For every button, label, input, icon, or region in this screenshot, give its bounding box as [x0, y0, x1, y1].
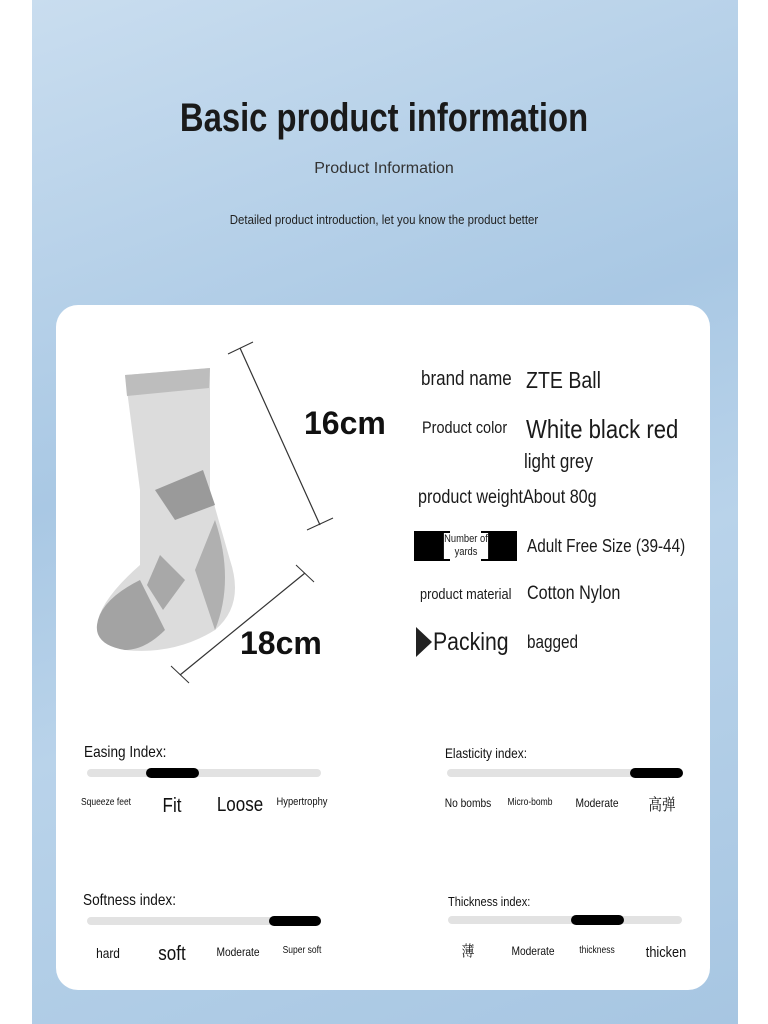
index-indicator [571, 915, 624, 925]
index-option: No bombs [444, 796, 492, 810]
index-option: Moderate [216, 945, 260, 959]
index-option: Moderate [575, 796, 619, 810]
spec-value: About 80g [523, 487, 597, 508]
index-bar [447, 769, 683, 777]
index-title: Softness index: [83, 892, 176, 909]
index-option: soft [158, 943, 186, 965]
index-option: Super soft [282, 945, 322, 956]
index-option: Fit [162, 795, 182, 817]
index-option: Micro-bomb [507, 797, 553, 808]
index-bar [87, 769, 321, 777]
index-option: 薄 [461, 943, 475, 960]
index-title: Easing Index: [84, 744, 167, 761]
spec-value: White black red [526, 414, 679, 444]
index-title: Thickness index: [448, 894, 531, 909]
spec-value: Cotton Nylon [527, 583, 621, 604]
height-dimension: 16cm [304, 405, 386, 441]
arrow-icon [416, 627, 432, 657]
spec-value: bagged [527, 632, 579, 652]
index-option: thicken [645, 944, 687, 961]
index-bar [87, 917, 321, 925]
index-indicator [269, 916, 321, 926]
spec-label: product material [420, 586, 512, 603]
index-option: hard [96, 945, 120, 961]
spec-label: Product color [422, 418, 508, 437]
index-indicator [630, 768, 683, 778]
index-option: 高弹 [648, 797, 676, 814]
spec-value: Adult Free Size (39-44) [527, 536, 686, 556]
index-option: Squeeze feet [80, 797, 132, 808]
index-title: Elasticity index: [445, 745, 528, 761]
index-bar [448, 916, 682, 924]
spec-value: ZTE Ball [526, 367, 601, 393]
index-option: Moderate [511, 944, 555, 958]
page-description: Detailed product introduction, let you know the product better [229, 212, 539, 227]
page-subtitle: Product Information [314, 160, 454, 177]
index-option: thickness [579, 945, 615, 956]
spec-label: Number of yards [444, 533, 488, 558]
spec-label: Packing [433, 628, 509, 656]
spec-label: product weight [418, 487, 524, 508]
index-option: Hypertrophy [276, 796, 328, 808]
index-option: Loose [216, 794, 264, 816]
index-indicator [146, 768, 199, 778]
spec-label: brand name [421, 368, 512, 390]
page-title: Basic product information [179, 96, 589, 140]
length-dimension: 18cm [240, 625, 322, 661]
spec-value-2: light grey [524, 451, 593, 473]
